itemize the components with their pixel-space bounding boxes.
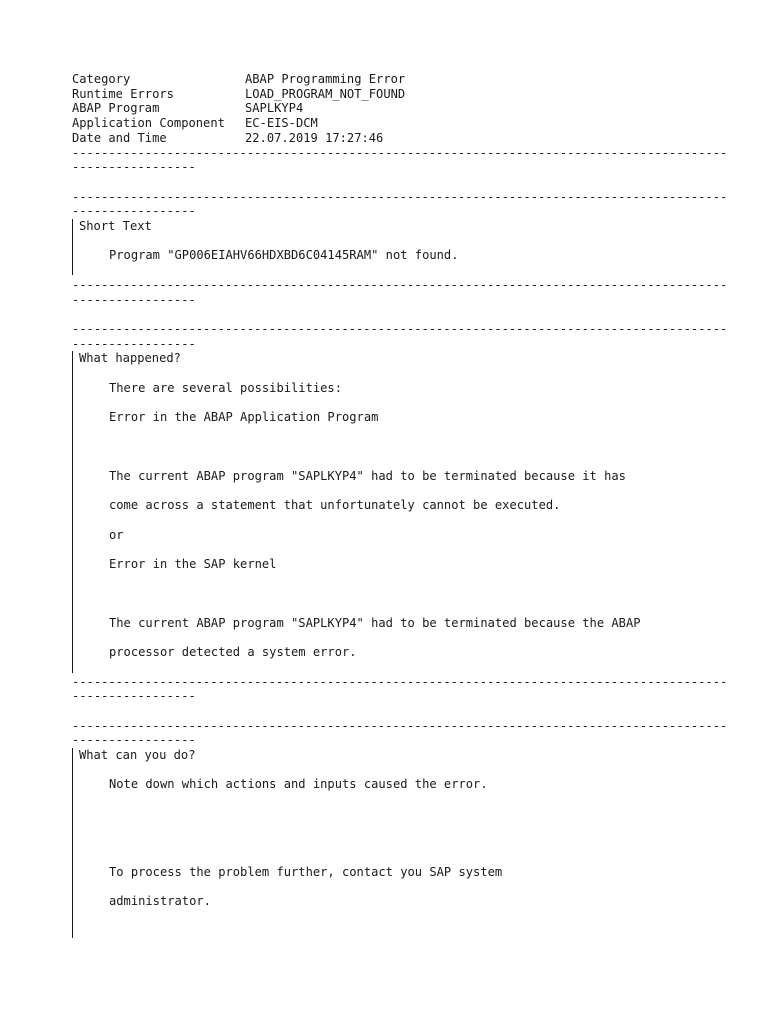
header-value: EC-EIS-DCM [245,116,318,130]
section-border [72,748,73,938]
header-row-application-component [72,116,318,130]
header-value: LOAD_PROGRAM_NOT_FOUND [245,87,406,101]
separator-line-tail: ----------------- [72,204,196,218]
what-happened-line: The current ABAP program "SAPLKYP4" had to be terminated because the ABAP [109,616,641,630]
separator-line-tail: ----------------- [72,160,196,174]
header-label: Application Component [72,116,225,130]
what-happened-line: There are several possibilities: [109,381,342,395]
section-heading-what-happened: What happened? [79,351,181,365]
short-text-message: Program "GP006EIAHV66HDXBD6C04145RAM" not found. [109,248,459,262]
separator-line-tail: ----------------- [72,733,196,747]
what-can-you-do-line: To process the problem further, contact you SAP system [109,865,503,879]
separator-line: ------------------------------------------------------------------------------------------ [72,190,728,204]
separator-line: ------------------------------------------------------------------------------------------ [72,719,728,733]
what-can-you-do-line: administrator. [109,894,211,908]
header-row-category [72,72,405,86]
header-label: ABAP Program [72,101,160,115]
header-row-abap-program [72,101,303,115]
separator-line-tail: ----------------- [72,689,196,703]
what-happened-line: or [109,528,124,542]
separator-line: ------------------------------------------------------------------------------------------ [72,322,728,336]
header-value: ABAP Programming Error [245,72,406,86]
header-label: Date and Time [72,131,167,145]
separator-line-tail: ----------------- [72,337,196,351]
what-happened-line: Error in the SAP kernel [109,557,277,571]
separator-line: ------------------------------------------------------------------------------------------ [72,675,728,689]
what-happened-line: Error in the ABAP Application Program [109,410,379,424]
header-value: SAPLKYP4 [245,101,304,115]
header-label: Runtime Errors [72,87,174,101]
section-border [72,219,73,275]
what-can-you-do-line: Note down which actions and inputs caused the error. [109,777,488,791]
separator-line: ------------------------------------------------------------------------------------------ [72,146,728,160]
header-value: 22.07.2019 17:27:46 [245,131,384,145]
separator-line-tail: ----------------- [72,293,196,307]
header-label: Category [72,72,131,86]
what-happened-line: processor detected a system error. [109,645,357,659]
what-happened-line: The current ABAP program "SAPLKYP4" had to be terminated because it has [109,469,626,483]
header-row-date-time [72,131,383,145]
separator-line: ------------------------------------------------------------------------------------------ [72,278,728,292]
what-happened-line: come across a statement that unfortunately cannot be executed. [109,498,561,512]
section-heading-short-text: Short Text [79,219,152,233]
header-row-runtime-errors [72,87,405,101]
section-heading-what-can-you-do: What can you do? [79,748,196,762]
section-border [72,351,73,673]
